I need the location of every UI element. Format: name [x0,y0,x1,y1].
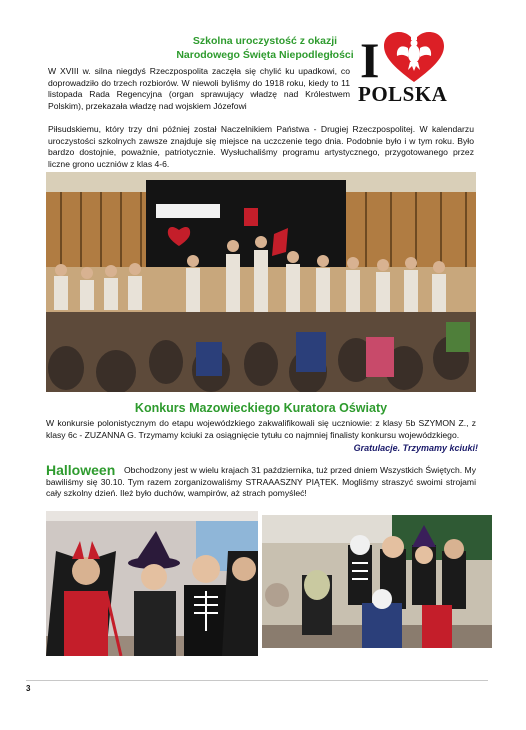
article-title-halloween: Halloween [46,462,116,478]
article1-paragraph-b: Piłsudskiemu, który trzy dni później został Naczelnikiem Państwa - Drugiej Rzeczpospolitej. W kalendarzu uroczystości szkolnych zawsze znajduje się miejsce na uczczenie tego dnia. Podobnie było i w tym roku. Było bardzo dostojnie, poważnie, patriotycznie. Wysłuchaliśmy programu artystycznego, przygotowanego przez liczne grono uczniów z klas 4-6. [48,124,474,169]
photo-school-assembly [46,172,476,392]
photo-halloween-costumes-left [46,511,258,656]
logo-polska-word: POLSKA [358,82,448,106]
article1-paragraph-a: W XVIII w. silna niegdyś Rzeczpospolita zaczęła się chylić ku upadkowi, co doprowadziło do trzech rozbiorów. W niewoli byliśmy do 1918 roku, kiedy to 11 listopada Rada Regencyjna (organ sprawujący władzę nad Królestwem Polskim), przekazała władzę nad wojskiem Józefowi [48,66,350,111]
article-title-independence-day [150,34,380,62]
article2-body: W konkursie polonistycznym do etapu wojewódzkiego zakwalifikowali się uczniowie: z klasy 5b SZYMON Z., z klasy 6c - ZUZANNA G. Trzymamy kciuki za osiągnięcie tytułu co najmniej finalisty konkursu wojewódzkiego. [46,418,476,440]
title-line-2: Narodowego Święta Niepodległości [176,49,354,61]
article3-body: Obchodzony jest w wielu krajach 31 października, tuż przed dniem Wszystkich Świętych. My bawiliśmy się 30.10. Tym razem zorganizowaliśmy STRAAASZNY PIĄTEK. Mogliśmy straszyć swoimi strojami cały szkolny dzień. Ileż było duchów, wampirów, aż strach pomyśleć! [46,465,476,499]
footer-divider [26,680,488,681]
photo-halloween-costumes-right [262,515,492,648]
article-title-competition: Konkurs Mazowieckiego Kuratora Oświaty [134,401,388,415]
logo-i-letter: I [360,32,380,88]
heart-eagle-icon [384,32,444,84]
i-love-polska-logo [358,32,452,110]
title-line-1: Szkolna uroczystość z okazji [192,35,338,47]
page-number: 3 [26,684,31,693]
congratulations-text: Gratulacje. Trzymamy kciuki! [353,443,478,453]
